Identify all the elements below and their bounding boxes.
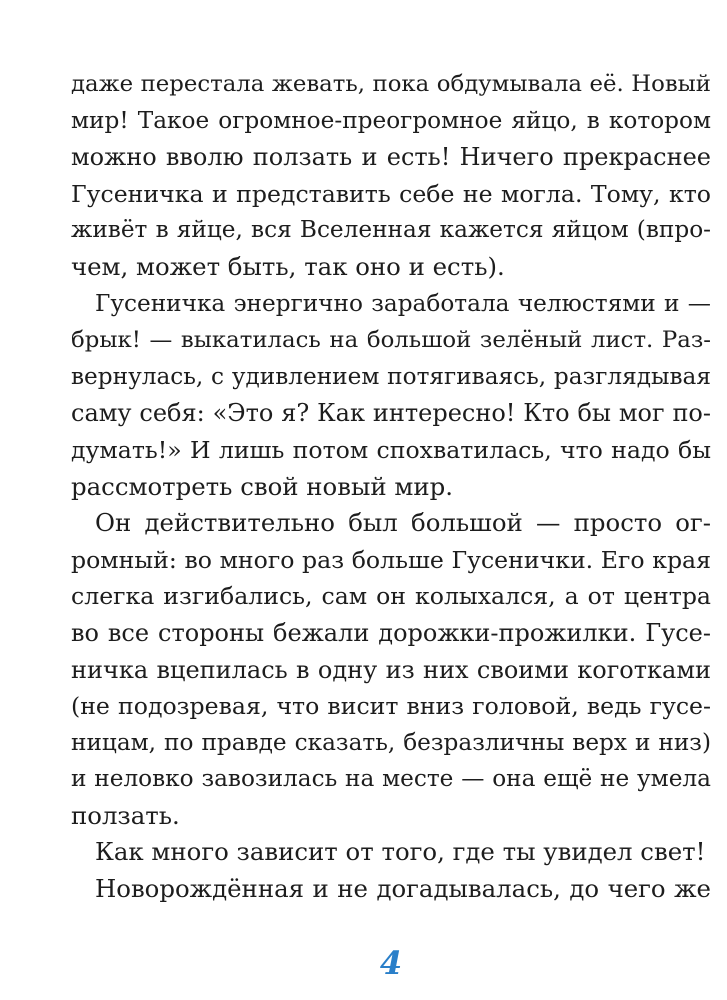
text-line: Гусеничка и представить себе не могла. Тому, кто — [71, 179, 711, 208]
text-line: Как много зависит от того, где ты увидел свет! — [95, 837, 706, 867]
text-line: думать!» И лишь потом спохватилась, что надо бы — [71, 435, 711, 464]
text-line: саму себя: «Это я? Как интересно! Кто бы мог по- — [71, 399, 711, 428]
text-line: рассмотреть свой новый мир. — [71, 471, 453, 501]
text-line: вернулась, с удивлением потягиваясь, разглядывая — [71, 362, 711, 390]
text-line: и неловко завозилась на месте — она ещё не умела — [71, 765, 711, 793]
text-line: можно вволю ползать и есть! Ничего прекраснее — [71, 143, 711, 172]
text-line: живёт в яйце, вся Вселенная кажется яйцом (впро- — [71, 216, 711, 244]
page-number-text: 4 — [379, 944, 403, 982]
text-line: даже перестала жевать, пока обдумывала её. Новый — [71, 71, 711, 97]
text-line: брык! — выкатилась на большой зелёный лист. Раз- — [71, 327, 711, 354]
body-text — [71, 66, 711, 908]
text-line: ползать. — [71, 800, 180, 830]
text-line: ницам, по правде сказать, безразличны верх и низ) — [71, 728, 711, 756]
text-line: Гусеничка энергично заработала челюстями и — — [95, 289, 711, 317]
text-line: Новорождённая и не догадывалась, до чего же — [95, 874, 711, 904]
text-line: Он действительно был большой — просто ог- — [95, 508, 711, 538]
text-line: во все стороны бежали дорожки-прожилки. Гусе- — [71, 618, 711, 647]
text-line: ромный: во много раз больше Гусенички. Его края — [71, 545, 711, 574]
text-line: ничка вцепилась в одну из них своими коготками — [71, 655, 711, 684]
text-line: чем, может быть, так оно и есть). — [71, 251, 505, 281]
page-number — [381, 944, 401, 980]
text-line: мир! Такое огромное-преогромное яйцо, в котором — [71, 106, 711, 134]
text-line: (не подозревая, что висит вниз головой, ведь гусе- — [71, 692, 711, 721]
text-line: слегка изгибались, сам он колыхался, а от центра — [71, 582, 711, 611]
